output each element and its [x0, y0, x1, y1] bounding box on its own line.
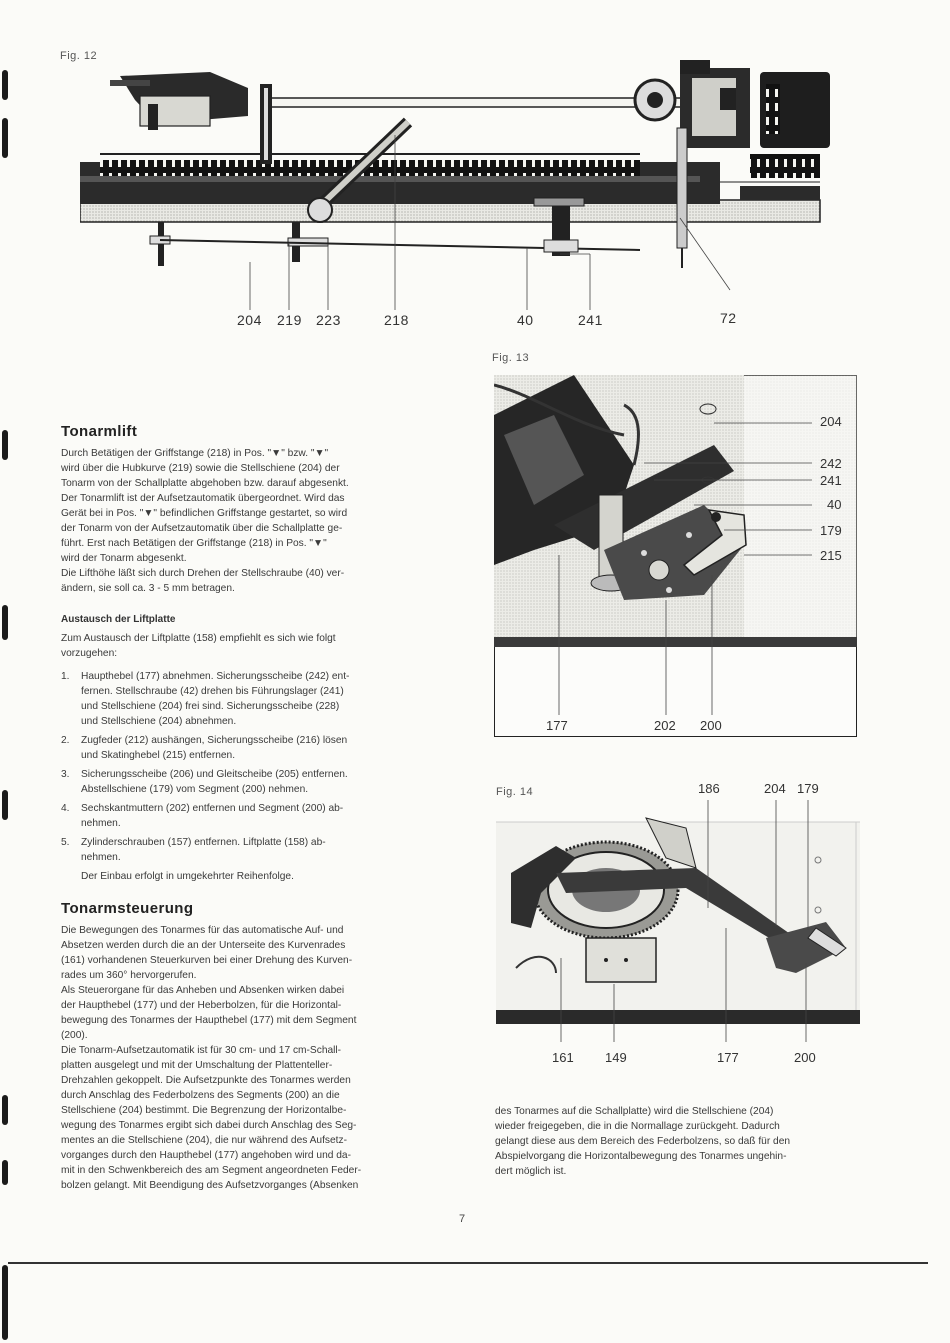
fig12-callout-72: 72: [720, 310, 737, 326]
fig14-label: Fig. 14: [496, 786, 534, 798]
fig12-callout-223: 223: [316, 312, 341, 328]
fig14-callout-204: 204: [764, 781, 786, 796]
tonarmlift-body: Durch Betätigen der Griffstange (218) in Pos. "▼" bzw. "▼" wird über die Hubkurve (219) sowie die Stellschiene (204) der Tonarm von der Schallplatte abgehoben bzw. darauf abgesenkt. Der Tonarmlift ist der Aufsetzautomatik übergeordnet. Wird das Gerät bei in Pos. "▼" befindlichen Griffstange gestartet, so wird der Tonarm von der Aufsetzautomatik über die Schallplatte ge- führt. Erst nach Betätigen der Griffstange (218) in Pos. "▼" wird der Tonarm abgesenkt. Die Lifthöhe läßt sich durch Drehen der Stellschraube (40) ver- ändern, sie soll ca. 3 - 5 mm betragen.: [61, 448, 349, 594]
binder-mark: [2, 430, 8, 460]
binder-mark: [2, 790, 8, 820]
fig14-callout-200: 200: [794, 1050, 816, 1065]
fig13-callout-215: 215: [820, 548, 842, 563]
tonarmlift-heading: Tonarmlift: [61, 423, 138, 440]
fig12-label: Fig. 12: [60, 50, 98, 62]
fig12-callout-218: 218: [384, 312, 409, 328]
binder-mark: [2, 605, 8, 640]
fig13-label: Fig. 13: [492, 352, 530, 364]
list-item: 1. Haupthebel (177) abnehmen. Sicherungsscheibe (242) ent- fernen. Stellschraube (42) drehen bis Führungslager (241) und Stellschiene (204) frei sind. Sicherungsscheibe (228) und Stellschiene (204) abnehmen.: [61, 671, 350, 727]
fig14-callout-149: 149: [605, 1050, 627, 1065]
fig13-callout-177: 177: [546, 718, 568, 733]
tonarmsteuerung-continuation: des Tonarmes auf die Schallplatte) wird die Stellschiene (204) wieder freigegeben, die in die Normallage zurückgeht. Dadurch gelangt diese aus dem Bereich des Federbolzens, so daß für den Abspielvorgang die Horizontalbewegung des Tonarmes ungehin- dert möglich ist.: [495, 1106, 791, 1177]
fig13-callout-202: 202: [654, 718, 676, 733]
fig13-callout-204: 204: [820, 414, 842, 429]
fig13-drawing: [494, 375, 857, 737]
binder-mark: [2, 1160, 8, 1185]
page-bottom-rule: [8, 1262, 928, 1264]
list-item: 3. Sicherungsscheibe (206) und Gleitscheibe (205) entfernen. Abstellschiene (179) vom Segment (200) nehmen.: [61, 769, 348, 795]
fig12-callout-241: 241: [578, 312, 603, 328]
list-item: 5. Zylinderschrauben (157) entfernen. Liftplatte (158) ab- nehmen.: [61, 837, 326, 863]
fig12-callout-40: 40: [517, 312, 534, 328]
list-item: 2. Zugfeder (212) aushängen, Sicherungsscheibe (216) lösen und Skatinghebel (215) entfernen.: [61, 735, 348, 761]
tonarmsteuerung-body: Die Bewegungen des Tonarmes für das automatische Auf- und Absetzen werden durch die an der Unterseite des Kurvenrades (161) vorhandenen Steuerkurven bei einer Drehung des Kurven- rades um 360° hervorgerufen. Als Steuerorgane für das Anheben und Absenken wirken dabei der Haupthebel (177) und der Heberbolzen, für die Horizontal- bewegung des Tonarmes der Haupthebel (177) mit dem Segment (200). Die Tonarm-Aufsetzautomatik ist für 30 cm- und 17 cm-Schall- platten ausgelegt und mit der Umschaltung der Plattenteller- Drehzahlen gekoppelt. Die Aufsetzpunkte des Tonarmes werden durch Anschlag des Federbolzens des Segments (200) an die Stellschiene (204) bestimmt. Die Begrenzung der Horizontalbe- wegung des Tonarmes ergibt sich dabei durch Anschlag des Seg- mentes an die Stellschiene (204), die nur während des Aufsetz- vorganges durch den Haupthebel (177) angehoben wird und da- mit in den Schwenkbereich des am Segment angeordneten Feder- bolzen gelangt. Mit Beendigung des Aufsetzvorganges (Absenken: [61, 925, 362, 1191]
liftplatte-heading: Austausch der Liftplatte: [61, 614, 176, 625]
liftplatte-intro: Zum Austausch der Liftplatte (158) empfiehlt es sich wie folgt vorzugehen:: [61, 633, 336, 659]
binder-mark: [2, 1095, 8, 1125]
binder-mark: [2, 1265, 8, 1340]
fig13-callout-40: 40: [827, 497, 842, 512]
fig13-callout-200: 200: [700, 718, 722, 733]
fig13-callout-241: 241: [820, 473, 842, 488]
liftplatte-outro: Der Einbau erfolgt in umgekehrter Reihenfolge.: [81, 871, 294, 882]
tonarmsteuerung-heading: Tonarmsteuerung: [61, 900, 194, 917]
fig12-leaders: [0, 0, 950, 320]
list-item: 4. Sechskantmuttern (202) entfernen und Segment (200) ab- nehmen.: [61, 803, 344, 829]
fig14-callout-179: 179: [797, 781, 819, 796]
fig14-callout-186: 186: [698, 781, 720, 796]
fig14-callout-161: 161: [552, 1050, 574, 1065]
fig14-drawing: [496, 798, 860, 1042]
liftplatte-steps: [61, 669, 428, 865]
fig14-callout-177: 177: [717, 1050, 739, 1065]
fig13-callout-242: 242: [820, 456, 842, 471]
page-number: 7: [459, 1213, 466, 1225]
fig12-callout-204: 204: [237, 312, 262, 328]
fig12-callout-219: 219: [277, 312, 302, 328]
fig13-callout-179: 179: [820, 523, 842, 538]
